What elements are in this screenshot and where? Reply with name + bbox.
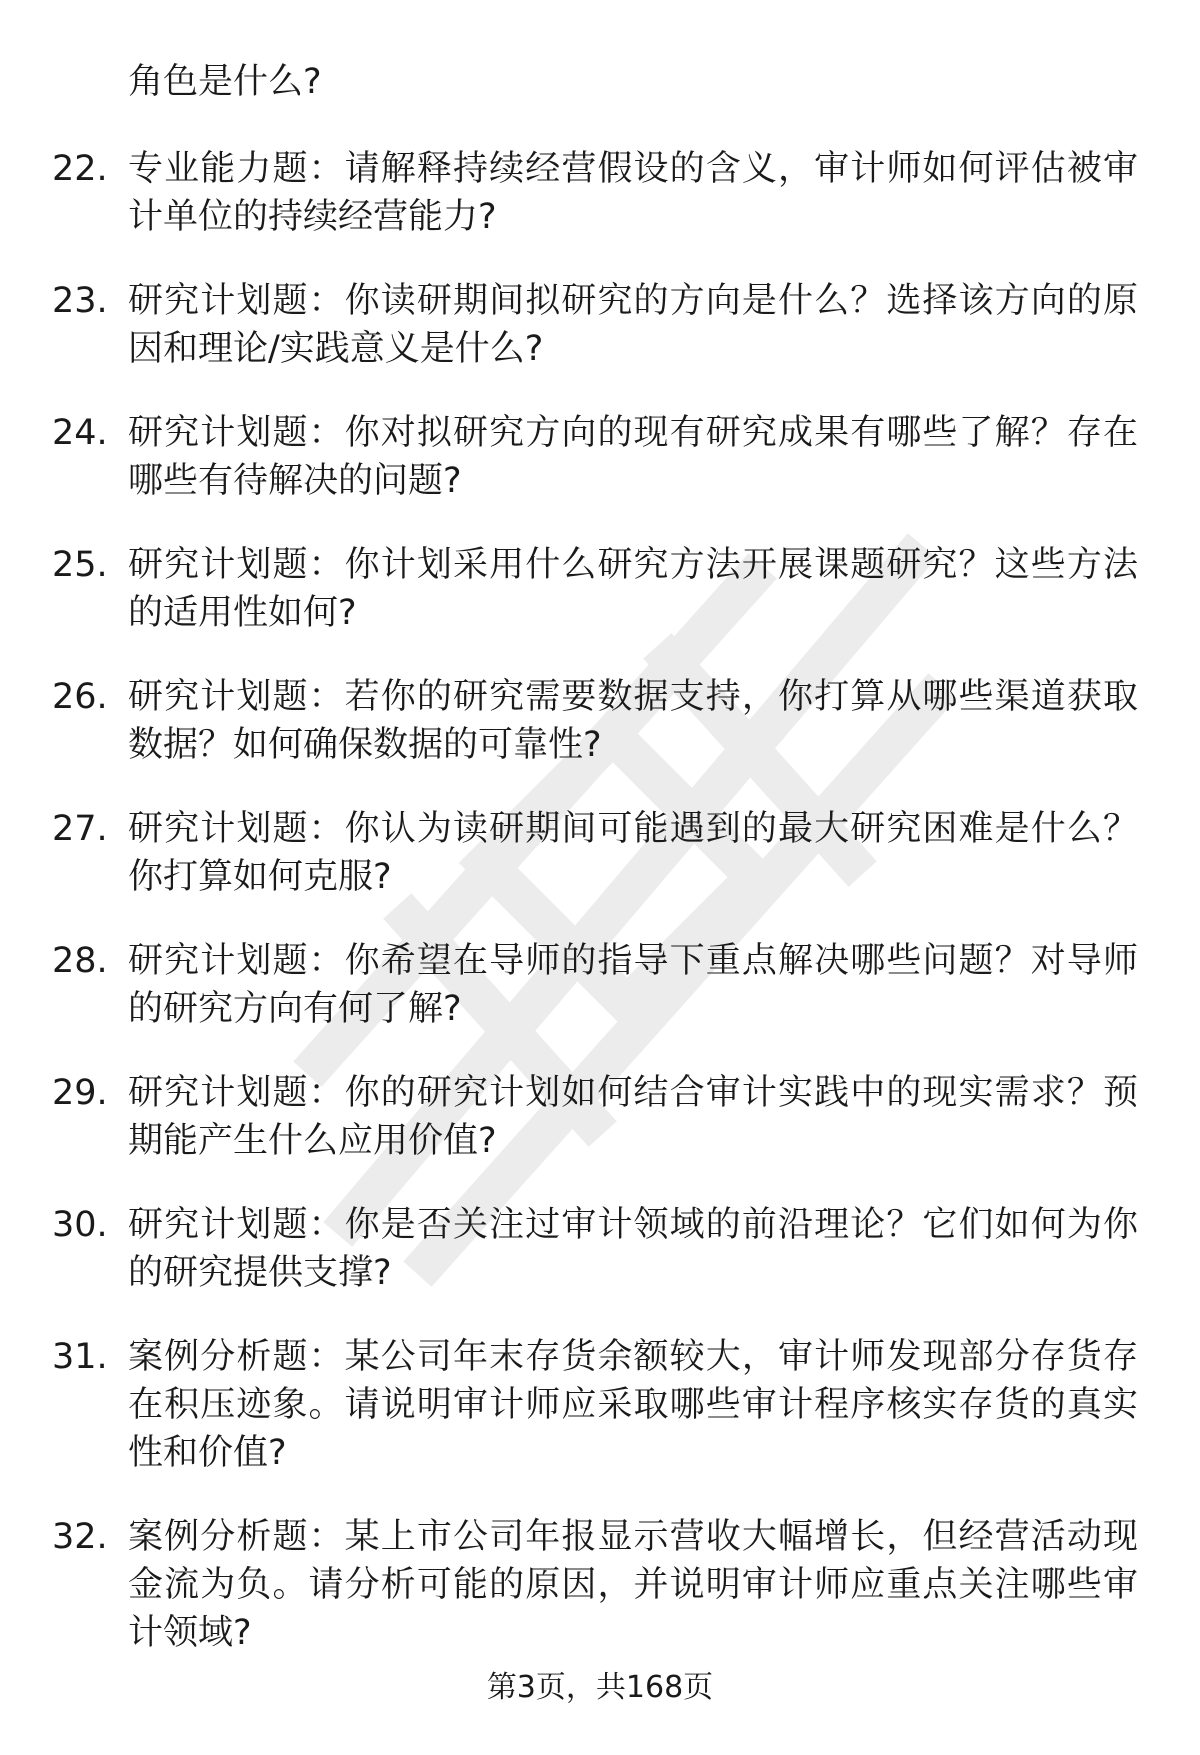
question-item <box>0 1513 1200 1657</box>
question-number: 30. <box>52 1205 108 1245</box>
question-number: 29. <box>52 1073 108 1113</box>
question-text: 研究计划题：你希望在导师的指导下重点解决哪些问题？对导师的研究方向有何了解? <box>128 941 1138 1029</box>
question-text: 研究计划题：若你的研究需要数据支持，你打算从哪些渠道获取数据？如何确保数据的可靠性? <box>128 677 1138 765</box>
question-item <box>0 1333 1200 1477</box>
question-number: 27. <box>52 809 108 849</box>
question-item <box>0 277 1200 373</box>
question-number: 26. <box>52 677 108 717</box>
question-list <box>0 145 1200 1693</box>
question-text: 研究计划题：你的研究计划如何结合审计实践中的现实需求？预期能产生什么应用价值? <box>128 1073 1138 1161</box>
question-text: 研究计划题：你是否关注过审计领域的前沿理论？它们如何为你的研究提供支撑? <box>128 1205 1138 1293</box>
page-footer: 第3页，共168页 <box>486 1670 714 1705</box>
question-text: 研究计划题：你认为读研期间可能遇到的最大研究困难是什么？你打算如何克服? <box>128 809 1138 897</box>
question-item <box>0 1069 1200 1165</box>
question-number: 22. <box>52 149 108 189</box>
question-text: 案例分析题：某上市公司年报显示营收大幅增长，但经营活动现金流为负。请分析可能的原因，并说明审计师应重点关注哪些审计领域? <box>128 1517 1138 1653</box>
question-text: 研究计划题：你对拟研究方向的现有研究成果有哪些了解？存在哪些有待解决的问题? <box>128 413 1138 501</box>
question-item <box>0 145 1200 241</box>
question-number: 23. <box>52 281 108 321</box>
question-item <box>0 1201 1200 1297</box>
question-item <box>0 673 1200 769</box>
question-item <box>0 937 1200 1033</box>
question-text: 案例分析题：某公司年末存货余额较大，审计师发现部分存货存在积压迹象。请说明审计师应采取哪些审计程序核实存货的真实性和价值? <box>128 1337 1138 1473</box>
question-number: 24. <box>52 413 108 453</box>
question-text: 研究计划题：你计划采用什么研究方法开展课题研究？这些方法的适用性如何? <box>128 545 1138 633</box>
question-item <box>0 805 1200 901</box>
question-number: 25. <box>52 545 108 585</box>
question-number: 28. <box>52 941 108 981</box>
continuation-text: 角色是什么? <box>128 62 322 102</box>
question-number: 32. <box>52 1517 108 1557</box>
question-item <box>0 409 1200 505</box>
question-text: 专业能力题：请解释持续经营假设的含义，审计师如何评估被审计单位的持续经营能力? <box>128 149 1138 237</box>
question-number: 31. <box>52 1337 108 1377</box>
question-item <box>0 541 1200 637</box>
question-text: 研究计划题：你读研期间拟研究的方向是什么？选择该方向的原因和理论/实践意义是什么? <box>128 281 1138 369</box>
